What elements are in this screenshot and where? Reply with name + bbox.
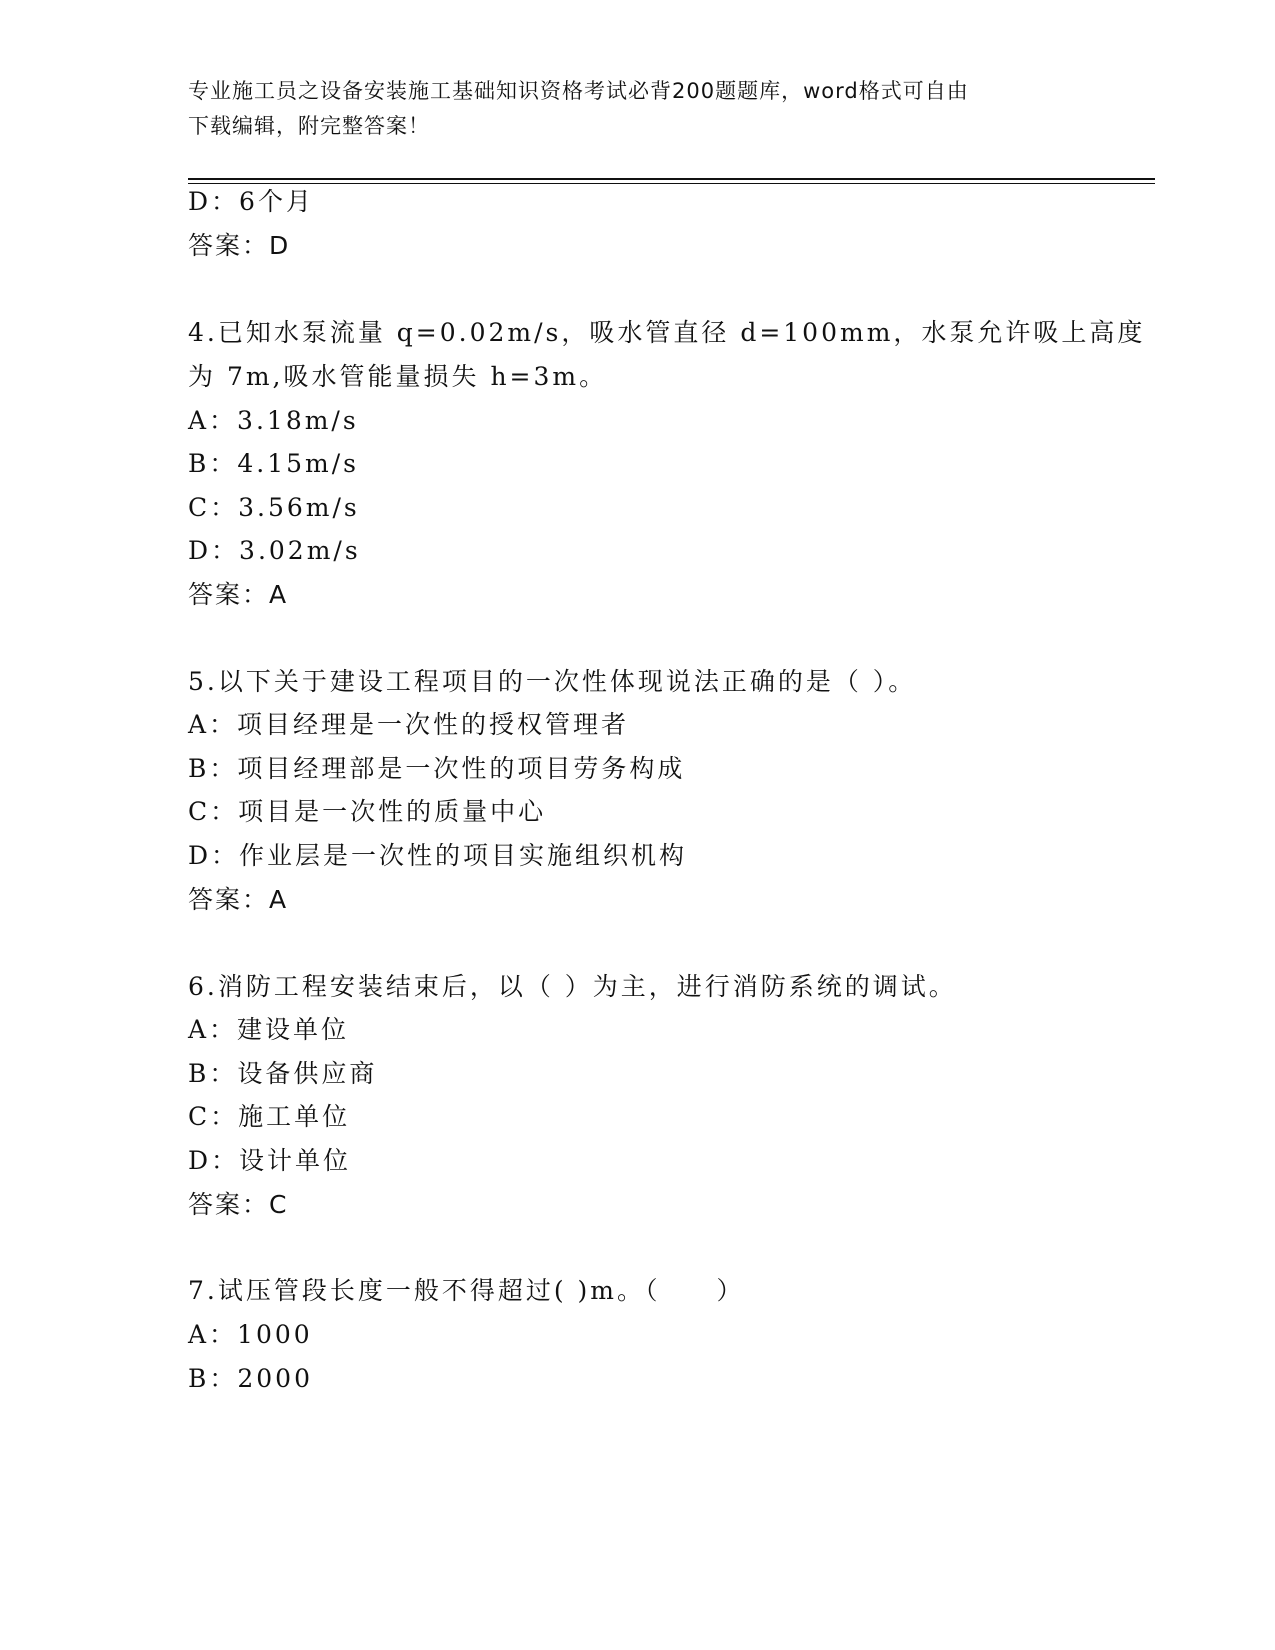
q7-option-a: A：1000: [188, 1320, 313, 1349]
document-header: [188, 74, 1068, 144]
q4-stem-line-2: 为 7m,吸水管能量损失 h=3m。: [188, 362, 608, 391]
q4-stem-line-1: 4.已知水泵流量 q=0.02m/s，吸水管直径 d=100mm，水泵允许吸上高度: [188, 318, 1146, 347]
q6-option-d: D：设计单位: [188, 1146, 352, 1175]
q4-option-d: D：3.02m/s: [188, 536, 361, 565]
header-divider-thin: [188, 183, 1155, 184]
q4-option-a: A：3.18m/s: [188, 406, 359, 435]
header-title-line-1: 专业施工员之设备安装施工基础知识资格考试必背200题题库，word格式可自由: [188, 79, 969, 103]
q5-option-a: A：项目经理是一次性的授权管理者: [188, 710, 630, 739]
q5-stem: 5.以下关于建设工程项目的一次性体现说法正确的是（ ）。: [188, 667, 917, 696]
q5-option-b: B：项目经理部是一次性的项目劳务构成: [188, 754, 686, 783]
q5-option-c: C：项目是一次性的质量中心: [188, 797, 547, 826]
q7-option-b: B：2000: [188, 1364, 313, 1393]
q3-answer: 答案：D: [188, 231, 291, 260]
q6-option-b: B：设备供应商: [188, 1059, 378, 1088]
header-divider-thick: [188, 178, 1155, 180]
q6-answer: 答案：C: [188, 1190, 289, 1219]
q4-option-c: C：3.56m/s: [188, 493, 360, 522]
q4-option-b: B：4.15m/s: [188, 449, 359, 478]
q5-answer: 答案：A: [188, 885, 289, 914]
q3-option-d: D：6个月: [188, 187, 314, 216]
q6-option-a: A：建设单位: [188, 1015, 350, 1044]
q6-stem: 6.消防工程安装结束后，以（ ）为主，进行消防系统的调试。: [188, 972, 957, 1001]
q5-option-d: D：作业层是一次性的项目实施组织机构: [188, 841, 688, 870]
header-title-line-2: 下载编辑，附完整答案！: [188, 114, 430, 138]
q6-option-c: C：施工单位: [188, 1102, 351, 1131]
q7-stem: 7.试压管段长度一般不得超过( )m。（ ）: [188, 1276, 745, 1305]
q4-answer: 答案：A: [188, 580, 289, 609]
